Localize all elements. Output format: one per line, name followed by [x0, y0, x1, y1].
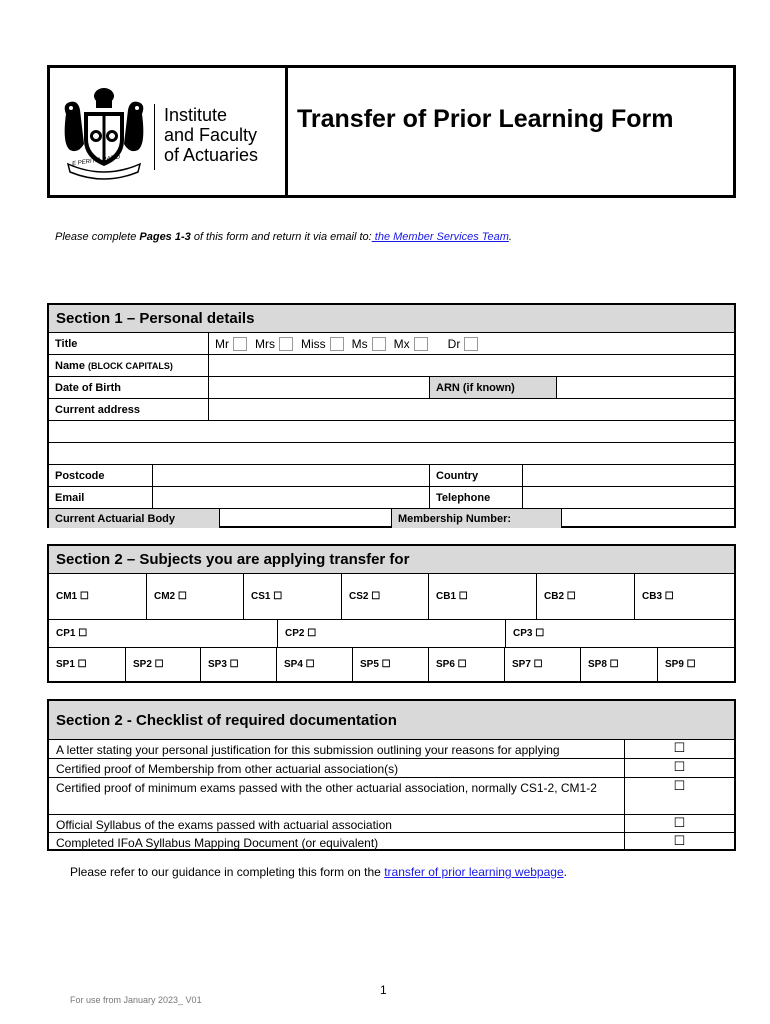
- guidance-suffix: .: [563, 865, 567, 879]
- country-label: Country: [430, 465, 523, 487]
- form-header: [47, 65, 736, 198]
- title-miss-label: Miss: [301, 336, 326, 351]
- subject-cs1[interactable]: CS1 ☐: [244, 574, 342, 619]
- title-option-ms[interactable]: [352, 337, 386, 351]
- membership-number-label: Membership Number:: [392, 509, 562, 528]
- checklist-item: [49, 833, 734, 849]
- arn-label: ARN (if known): [430, 377, 557, 399]
- title-option-mr[interactable]: [215, 337, 247, 351]
- checklist-checkbox[interactable]: ☐: [673, 833, 686, 848]
- address-label: Current address: [49, 399, 209, 421]
- section-1-table: [49, 333, 734, 528]
- subject-cm2[interactable]: CM2 ☐: [147, 574, 244, 619]
- title-cell: [288, 68, 733, 195]
- footer-version: For use from January 2023_ V01: [70, 995, 202, 1005]
- org-name-line-1: Institute: [164, 105, 228, 125]
- subject-sp4[interactable]: SP4 ☐: [277, 648, 353, 681]
- page-number: 1: [380, 983, 387, 997]
- title-label: Title: [49, 333, 209, 355]
- title-options: [209, 333, 734, 355]
- guidance-prefix: Please refer to our guidance in completing this form on the: [70, 865, 385, 879]
- membership-number-field[interactable]: [562, 509, 734, 528]
- name-label-hint: (BLOCK CAPITALS): [88, 360, 173, 371]
- section-1-heading: Section 1 – Personal details: [49, 305, 734, 333]
- subject-cs2[interactable]: CS2 ☐: [342, 574, 429, 619]
- dob-field[interactable]: [209, 377, 430, 399]
- transfer-webpage-link[interactable]: transfer of prior learning webpage: [384, 865, 564, 879]
- intro-prefix: Please complete: [55, 231, 140, 243]
- org-name-line-2: and Faculty: [164, 125, 258, 145]
- subject-sp5[interactable]: SP5 ☐: [353, 648, 429, 681]
- name-label: [49, 355, 209, 377]
- subject-cp3[interactable]: CP3 ☐: [513, 628, 545, 639]
- subject-cp1[interactable]: CP1 ☐: [49, 620, 278, 647]
- subject-cm1[interactable]: CM1 ☐: [49, 574, 147, 619]
- title-ms-label: Ms: [351, 336, 368, 351]
- title-option-dr[interactable]: [448, 337, 479, 351]
- subject-cb2[interactable]: CB2 ☐: [537, 574, 635, 619]
- checklist-checkbox[interactable]: ☐: [673, 740, 686, 755]
- subject-sp3[interactable]: SP3 ☐: [201, 648, 277, 681]
- title-mrs-label: Mrs: [255, 336, 275, 351]
- subject-sp2[interactable]: SP2 ☐: [126, 648, 201, 681]
- guidance-note: [70, 865, 567, 879]
- name-field[interactable]: [209, 355, 734, 377]
- org-name-line-3: of Actuaries: [164, 145, 259, 165]
- title-option-mx[interactable]: [394, 337, 428, 351]
- subject-sp9[interactable]: SP9 ☐: [665, 659, 696, 670]
- telephone-field[interactable]: [523, 487, 734, 509]
- title-option-mrs[interactable]: [255, 337, 293, 351]
- title-mr-label: Mr: [215, 336, 229, 351]
- section-1-personal-details: [47, 303, 736, 528]
- country-field[interactable]: [523, 465, 734, 487]
- subject-sp6[interactable]: SP6 ☐: [429, 648, 505, 681]
- checklist-item: [49, 778, 734, 815]
- checklist-item-text: Certified proof of minimum exams passed with the other actuarial association, normally CS1-2, CM1-2: [49, 778, 625, 814]
- arn-field[interactable]: [557, 377, 734, 399]
- form-title: Transfer of Prior Learning Form: [297, 105, 674, 133]
- telephone-label: Telephone: [430, 487, 523, 509]
- subject-sp1[interactable]: SP1 ☐: [49, 648, 126, 681]
- subjects-row-cp: [49, 620, 734, 648]
- address-field-line-2[interactable]: [49, 421, 734, 443]
- checklist-item: [49, 759, 734, 778]
- title-option-miss[interactable]: [301, 337, 344, 351]
- name-label-text: Name: [55, 359, 85, 372]
- subject-cb1[interactable]: CB1 ☐: [429, 574, 537, 619]
- title-mrs-checkbox[interactable]: [279, 337, 293, 351]
- intro-suffix: .: [508, 231, 512, 243]
- intro-middle: of this form and return it via email to:: [190, 231, 372, 243]
- checklist-checkbox[interactable]: ☐: [673, 815, 686, 830]
- checklist-item-text: Official Syllabus of the exams passed with actuarial association: [49, 815, 625, 832]
- checklist-item: [49, 740, 734, 759]
- org-name: [164, 105, 258, 165]
- address-field-line-3[interactable]: [49, 443, 734, 465]
- checklist-item-text: Completed IFoA Syllabus Mapping Document (or equivalent): [49, 833, 625, 849]
- subject-cp2[interactable]: CP2 ☐: [278, 620, 506, 647]
- subjects-row-core: [49, 574, 734, 620]
- title-mr-checkbox[interactable]: [233, 337, 247, 351]
- title-ms-checkbox[interactable]: [372, 337, 386, 351]
- logo-cell: [50, 68, 288, 195]
- postcode-field[interactable]: [153, 465, 430, 487]
- checklist-item: [49, 815, 734, 833]
- intro-pages: Pages 1-3: [139, 231, 191, 243]
- member-services-link[interactable]: the Member Services Team: [371, 231, 509, 243]
- subjects-row-sp: [49, 648, 734, 681]
- address-field-line-1[interactable]: [209, 399, 734, 421]
- email-field[interactable]: [153, 487, 430, 509]
- logo-divider: [154, 104, 155, 170]
- title-mx-checkbox[interactable]: [414, 337, 428, 351]
- checklist-checkbox[interactable]: ☐: [673, 778, 686, 793]
- subject-cb3[interactable]: CB3 ☐: [642, 591, 674, 602]
- checklist-item-text: Certified proof of Membership from other actuarial association(s): [49, 759, 625, 777]
- section-2-heading: Section 2 – Subjects you are applying transfer for: [49, 546, 734, 574]
- dob-label: Date of Birth: [49, 377, 209, 399]
- crest-motto: E PERITIA RATIO: [71, 154, 121, 168]
- checklist-item-text: A letter stating your personal justification for this submission outlining your reasons for applying: [49, 740, 625, 758]
- intro-instructions: [55, 231, 512, 243]
- title-mx-label: Mx: [393, 336, 410, 351]
- email-label: Email: [49, 487, 153, 509]
- subject-sp8[interactable]: SP8 ☐: [581, 648, 658, 681]
- section-2-subjects: [47, 544, 736, 683]
- title-miss-checkbox[interactable]: [330, 337, 344, 351]
- section-2-checklist: [47, 699, 736, 851]
- subject-sp7[interactable]: SP7 ☐: [505, 648, 581, 681]
- postcode-label: Postcode: [49, 465, 153, 487]
- checklist-heading: Section 2 - Checklist of required documentation: [49, 701, 734, 740]
- actuarial-body-field[interactable]: [220, 509, 392, 528]
- checklist-checkbox[interactable]: ☐: [673, 759, 686, 774]
- actuarial-body-label: Current Actuarial Body: [49, 509, 220, 528]
- title-dr-checkbox[interactable]: [464, 337, 478, 351]
- title-dr-label: Dr: [447, 336, 461, 351]
